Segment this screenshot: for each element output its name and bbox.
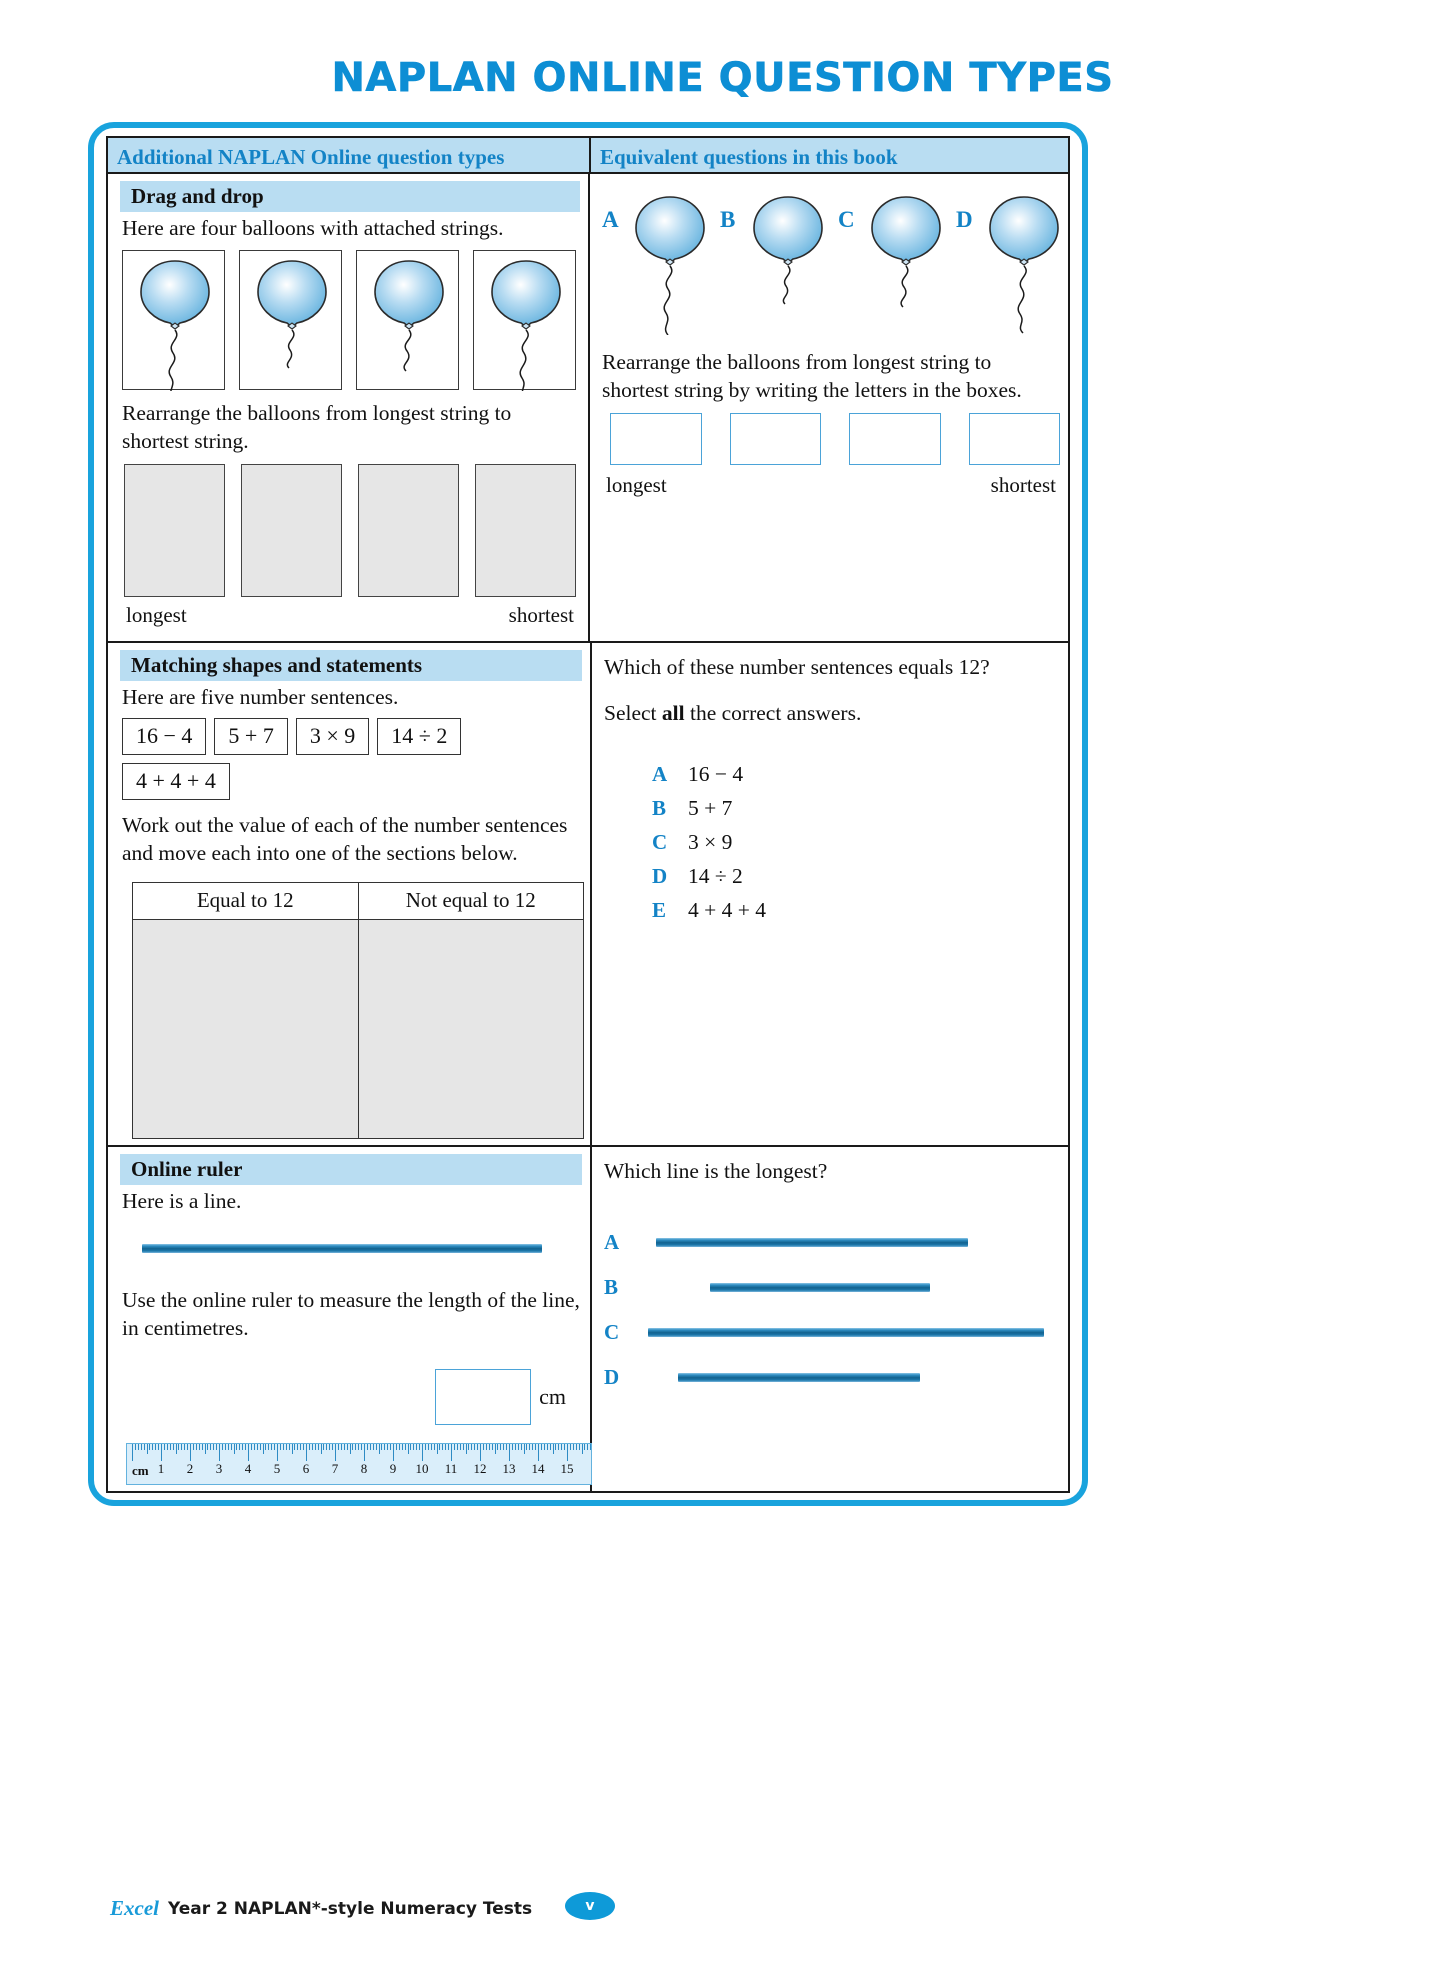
ruler-tick: [454, 1444, 455, 1450]
ruler-tick: [170, 1444, 171, 1450]
ruler-tick: [326, 1444, 327, 1450]
ruler-tick: [231, 1444, 232, 1450]
ruler-left-cell: [108, 1147, 592, 1491]
ruler-tick: [193, 1444, 194, 1450]
ruler-tick: [492, 1444, 493, 1450]
ruler-tick: [358, 1444, 359, 1450]
ruler-tick: [518, 1444, 519, 1450]
answer-line: [648, 1328, 1044, 1337]
table-header-row: [108, 138, 1068, 174]
number-sentence-chip[interactable]: 16 − 4: [122, 718, 206, 755]
option-letter: A: [604, 1230, 620, 1255]
section-title-matching-shapes: Matching shapes and statements: [120, 650, 582, 681]
option-letter: D: [652, 864, 668, 889]
page-number-badge: v: [565, 1892, 615, 1920]
ruler-number: 11: [444, 1461, 458, 1476]
answer-line: [710, 1283, 930, 1292]
balloon-letter-c: C: [838, 207, 855, 232]
longest-line-question: Which line is the longest?: [604, 1159, 828, 1184]
ruler-tick: [393, 1444, 394, 1461]
ruler-tick: [300, 1444, 301, 1450]
line-option-list: [604, 1230, 1060, 1390]
matching-select-instruction: [604, 700, 1060, 728]
ruler-tick: [158, 1444, 159, 1450]
ruler-tick: [384, 1444, 385, 1450]
balloon-icon: [240, 251, 343, 391]
balloon-card[interactable]: [356, 250, 459, 390]
option-a[interactable]: [652, 762, 1060, 787]
ruler-tick: [437, 1444, 438, 1454]
ruler-tick: [280, 1444, 281, 1450]
ruler-tick: [402, 1444, 403, 1450]
ruler-tick: [347, 1444, 348, 1450]
sorting-table: [132, 882, 584, 1139]
number-sentence-chip[interactable]: 4 + 4 + 4: [122, 763, 230, 800]
ruler-tick: [141, 1444, 142, 1450]
ruler-tick: [390, 1444, 391, 1450]
number-sentence-chip[interactable]: 5 + 7: [214, 718, 287, 755]
ruler-tick: [152, 1444, 153, 1450]
ruler-number: 13: [502, 1461, 516, 1476]
option-text: 14 ÷ 2: [688, 864, 743, 889]
ruler-tick: [178, 1444, 179, 1450]
ruler-tick: [187, 1444, 188, 1450]
matching-intro: Here are five number sentences.: [122, 685, 399, 710]
balloon-icon: [123, 251, 226, 391]
balloon-card[interactable]: [473, 250, 576, 390]
ruler-tick: [149, 1444, 150, 1450]
ruler-number: 1: [157, 1461, 165, 1476]
cm-answer-row: [120, 1369, 566, 1425]
ruler-number: 4: [244, 1461, 252, 1476]
ruler-tick: [567, 1444, 568, 1461]
ruler-tick: [329, 1444, 330, 1450]
option-b[interactable]: [652, 796, 1060, 821]
ruler-number: 2: [186, 1461, 194, 1476]
online-ruler[interactable]: [126, 1443, 592, 1485]
ruler-tick: [338, 1444, 339, 1450]
question-types-table: [106, 136, 1070, 1493]
ruler-tick: [352, 1444, 353, 1450]
ruler-tick: [538, 1444, 539, 1461]
ruler-tick: [535, 1444, 536, 1450]
drop-target[interactable]: [475, 464, 576, 597]
option-e[interactable]: [652, 898, 1060, 923]
ruler-tick: [544, 1444, 545, 1450]
section-matching-shapes: [108, 643, 1068, 1147]
line-holder: [648, 1373, 1060, 1383]
section-title-drag-and-drop: Drag and drop: [120, 181, 580, 212]
ruler-tick: [442, 1444, 443, 1450]
number-sentence-chip[interactable]: 3 × 9: [296, 718, 369, 755]
ruler-tick: [315, 1444, 316, 1450]
ruler-tick: [303, 1444, 304, 1450]
ruler-tick: [167, 1444, 168, 1450]
ruler-tick: [529, 1444, 530, 1450]
line-option-d[interactable]: [604, 1365, 1060, 1390]
ruler-tick: [448, 1444, 449, 1450]
ruler-tick: [387, 1444, 388, 1450]
ruler-tick: [265, 1444, 266, 1450]
ruler-tick: [439, 1444, 440, 1450]
ruler-tick: [286, 1444, 287, 1450]
ruler-tick: [283, 1444, 284, 1450]
ruler-tick: [202, 1444, 203, 1450]
ruler-tick: [483, 1444, 484, 1450]
ruler-tick: [495, 1444, 496, 1454]
ruler-tick: [466, 1444, 467, 1454]
footer-title: Year 2 NAPLAN*-style Numeracy Tests: [167, 1898, 533, 1919]
ruler-tick: [335, 1444, 336, 1461]
ruler-tick: [445, 1444, 446, 1450]
ruler-tick: [248, 1444, 249, 1461]
ruler-tick: [213, 1444, 214, 1450]
balloon-icon: [618, 185, 722, 335]
balloon-icon: [854, 185, 958, 335]
label-longest: longest: [606, 472, 667, 497]
ruler-tick: [410, 1444, 411, 1450]
option-text: 4 + 4 + 4: [688, 898, 767, 923]
option-letter: C: [604, 1320, 620, 1345]
label-shortest: shortest: [990, 472, 1056, 497]
ruler-tick: [573, 1444, 574, 1450]
ruler-tick: [268, 1444, 269, 1450]
section-title-online-ruler: Online ruler: [120, 1154, 582, 1185]
drag-drop-right-cell: [590, 174, 1068, 641]
ruler-tick: [526, 1444, 527, 1450]
ruler-tick: [379, 1444, 380, 1454]
ruler-tick: [292, 1444, 293, 1454]
ruler-tick: [457, 1444, 458, 1450]
balloon-letter-a: A: [602, 207, 619, 232]
ruler-tick: [486, 1444, 487, 1450]
ruler-intro: Here is a line.: [122, 1189, 242, 1214]
line-holder: [648, 1283, 1060, 1293]
matching-question: Which of these number sentences equals 12?: [604, 655, 990, 680]
ruler-tick: [138, 1444, 139, 1450]
ruler-tick: [376, 1444, 377, 1450]
ruler-tick: [306, 1444, 307, 1461]
option-d[interactable]: [652, 864, 1060, 889]
option-c[interactable]: [652, 830, 1060, 855]
ruler-tick: [350, 1444, 351, 1454]
ruler-tick: [532, 1444, 533, 1450]
ruler-tick: [480, 1444, 481, 1461]
ruler-tick: [399, 1444, 400, 1450]
ruler-tick: [196, 1444, 197, 1450]
drag-drop-instruction: Rearrange the balloons from longest string to shortest string.: [122, 400, 512, 453]
ruler-tick: [341, 1444, 342, 1450]
ruler-tick: [222, 1444, 223, 1450]
ruler-tick: [228, 1444, 229, 1450]
ruler-tick: [176, 1444, 177, 1454]
ruler-tick: [190, 1444, 191, 1461]
ruler-tick: [144, 1444, 145, 1450]
balloon-card[interactable]: [239, 250, 342, 390]
ruler-tick: [234, 1444, 235, 1454]
line-option-b[interactable]: [604, 1275, 1060, 1300]
ruler-number: 12: [473, 1461, 487, 1476]
ruler-tick: [344, 1444, 345, 1450]
drop-target[interactable]: [124, 464, 225, 597]
letter-answer-box[interactable]: [730, 413, 822, 465]
answer-line: [656, 1238, 968, 1247]
ruler-unit-tag: cm: [132, 1463, 149, 1478]
option-text: 5 + 7: [688, 796, 733, 821]
ruler-right-cell: [592, 1147, 1068, 1491]
ruler-tick: [474, 1444, 475, 1450]
ruler-tick: [207, 1444, 208, 1450]
ruler-tick: [521, 1444, 522, 1450]
ruler-tick: [361, 1444, 362, 1450]
ruler-tick: [364, 1444, 365, 1461]
table-header-right: Equivalent questions in this book: [600, 144, 898, 169]
ruler-tick: [405, 1444, 406, 1450]
cm-answer-box[interactable]: [435, 1369, 531, 1425]
option-text: 16 − 4: [688, 762, 744, 787]
ruler-tick: [561, 1444, 562, 1450]
ruler-tick: [416, 1444, 417, 1450]
measure-target-line: [142, 1244, 542, 1253]
ruler-tick: [558, 1444, 559, 1450]
section-drag-and-drop: [108, 174, 1068, 643]
ruler-tick: [555, 1444, 556, 1450]
ruler-tick: [323, 1444, 324, 1450]
ruler-tick: [541, 1444, 542, 1450]
option-letter: B: [652, 796, 667, 821]
ruler-tick: [216, 1444, 217, 1450]
ruler-tick: [181, 1444, 182, 1450]
ruler-tick: [236, 1444, 237, 1450]
ruler-instruction: Use the online ruler to measure the length of the line, in centimetres.: [122, 1288, 580, 1341]
ruler-tick: [471, 1444, 472, 1450]
measure-target-line-holder: [142, 1244, 582, 1253]
matching-left-cell: [108, 643, 592, 1145]
drop-target[interactable]: [241, 464, 342, 597]
ruler-tick: [251, 1444, 252, 1450]
ruler-tick: [396, 1444, 397, 1450]
labelled-balloon-row: [602, 185, 1060, 345]
ruler-tick: [274, 1444, 275, 1450]
ruler-number: 9: [389, 1461, 397, 1476]
ruler-tick: [242, 1444, 243, 1450]
ruler-tick: [294, 1444, 295, 1450]
ruler-tick: [550, 1444, 551, 1450]
ruler-tick: [584, 1444, 585, 1450]
ruler-tick: [428, 1444, 429, 1450]
balloon-icon: [357, 251, 460, 391]
number-sentence-row-2: [122, 763, 582, 800]
drop-target-row: [124, 464, 580, 597]
section-online-ruler: [108, 1147, 1068, 1491]
ruler-tick: [570, 1444, 571, 1450]
ruler-tick: [277, 1444, 278, 1461]
cm-unit-label: cm: [539, 1384, 566, 1409]
ruler-tick: [408, 1444, 409, 1454]
ruler-tick: [503, 1444, 504, 1450]
ruler-number: 3: [215, 1461, 223, 1476]
ruler-number: 8: [360, 1461, 368, 1476]
ruler-tick: [318, 1444, 319, 1450]
option-text: 3 × 9: [688, 830, 733, 855]
ruler-tick: [489, 1444, 490, 1450]
balloon-icon: [736, 185, 840, 335]
ruler-tick: [219, 1444, 220, 1461]
balloon-card[interactable]: [122, 250, 225, 390]
ruler-tick: [309, 1444, 310, 1450]
sort-dropzone-equal[interactable]: [133, 920, 359, 1138]
multiple-choice-list: [652, 762, 1060, 923]
ruler-tick: [381, 1444, 382, 1450]
ruler-tick: [576, 1444, 577, 1450]
ruler-tick: [373, 1444, 374, 1450]
ruler-tick: [419, 1444, 420, 1450]
line-holder: [648, 1238, 1060, 1248]
ruler-tick: [312, 1444, 313, 1450]
ruler-tick: [582, 1444, 583, 1454]
ruler-tick: [425, 1444, 426, 1450]
option-letter: E: [652, 898, 667, 923]
ruler-number: 10: [415, 1461, 429, 1476]
ruler-tick: [297, 1444, 298, 1450]
ruler-tick: [321, 1444, 322, 1454]
ruler-tick: [184, 1444, 185, 1450]
answer-line: [678, 1373, 920, 1382]
answer-row-labels: [602, 473, 1060, 498]
balloon-letter-b: B: [720, 207, 736, 232]
ruler-tick: [579, 1444, 580, 1450]
ruler-tick: [132, 1444, 133, 1461]
option-letter: B: [604, 1275, 619, 1300]
ruler-tick: [370, 1444, 371, 1450]
ruler-tick: [355, 1444, 356, 1450]
ruler-tick: [547, 1444, 548, 1450]
ruler-tick: [147, 1444, 148, 1454]
ruler-tick: [367, 1444, 368, 1450]
drop-row-labels: [120, 603, 580, 628]
ruler-tick: [512, 1444, 513, 1450]
ruler-tick: [460, 1444, 461, 1450]
ruler-tick: [260, 1444, 261, 1450]
balloon-letter-d: D: [956, 207, 973, 232]
ruler-tick: [225, 1444, 226, 1450]
sort-column-header-equal: Equal to 12: [133, 883, 359, 919]
balloon-icon: [474, 251, 577, 391]
drop-target[interactable]: [358, 464, 459, 597]
drag-drop-right-instruction: Rearrange the balloons from longest string to shortest string by writing the letters in the boxes.: [602, 350, 1022, 402]
select-prefix: Select: [604, 701, 662, 726]
balloon-icon: [972, 185, 1076, 335]
ruler-tick: [431, 1444, 432, 1450]
ruler-tick: [497, 1444, 498, 1450]
select-suffix: the correct answers.: [684, 701, 862, 726]
ruler-tick: [553, 1444, 554, 1454]
ruler-tick: [564, 1444, 565, 1450]
letter-answer-row: [610, 413, 1060, 465]
drag-drop-left-cell: [108, 174, 590, 641]
ruler-tick: [332, 1444, 333, 1450]
line-option-c[interactable]: [604, 1320, 1060, 1345]
sorting-table-header: [133, 883, 583, 920]
ruler-number: 15: [560, 1461, 574, 1476]
ruler-tick: [173, 1444, 174, 1450]
ruler-tick: [239, 1444, 240, 1450]
ruler-tick: [477, 1444, 478, 1450]
letter-answer-box[interactable]: [849, 413, 941, 465]
ruler-tick: [254, 1444, 255, 1450]
select-bold-all: all: [661, 701, 685, 726]
footer-brand: Excel: [110, 1896, 159, 1920]
ruler-tick: [245, 1444, 246, 1450]
ruler-tick: [257, 1444, 258, 1450]
ruler-ticks: [127, 1444, 591, 1462]
matching-instruction: Work out the value of each of the number sentences and move each into one of the sections below.: [122, 813, 568, 866]
ruler-tick: [506, 1444, 507, 1450]
ruler-number: 7: [331, 1461, 339, 1476]
ruler-tick: [468, 1444, 469, 1450]
ruler-tick: [271, 1444, 272, 1450]
footer: [110, 1896, 532, 1921]
ruler-tick: [413, 1444, 414, 1450]
line-holder: [648, 1328, 1060, 1338]
ruler-number: 6: [302, 1461, 310, 1476]
ruler-tick: [500, 1444, 501, 1450]
sort-dropzone-not-equal[interactable]: [359, 920, 584, 1138]
line-option-a[interactable]: [604, 1230, 1060, 1255]
ruler-number: 5: [273, 1461, 281, 1476]
drag-drop-intro: Here are four balloons with attached strings.: [122, 216, 504, 240]
page-title: NAPLAN ONLINE QUESTION TYPES: [331, 55, 1114, 101]
ruler-tick: [587, 1444, 588, 1450]
ruler-tick: [155, 1444, 156, 1450]
sort-column-header-not-equal: Not equal to 12: [405, 888, 536, 913]
ruler-tick: [451, 1444, 452, 1461]
label-longest: longest: [126, 602, 187, 627]
ruler-tick: [524, 1444, 525, 1454]
option-letter: A: [652, 762, 668, 787]
table-header-left: Additional NAPLAN Online question types: [108, 138, 591, 172]
ruler-tick: [434, 1444, 435, 1450]
number-sentence-chip[interactable]: 14 ÷ 2: [377, 718, 461, 755]
ruler-tick: [210, 1444, 211, 1450]
letter-answer-box[interactable]: [969, 413, 1061, 465]
ruler-tick: [463, 1444, 464, 1450]
balloon-box-row: [122, 250, 580, 390]
ruler-tick: [422, 1444, 423, 1461]
letter-answer-box[interactable]: [610, 413, 702, 465]
ruler-tick: [515, 1444, 516, 1450]
ruler-tick: [263, 1444, 264, 1454]
ruler-tick: [205, 1444, 206, 1454]
ruler-tick: [289, 1444, 290, 1450]
ruler-tick: [199, 1444, 200, 1450]
ruler-tick: [509, 1444, 510, 1461]
sorting-table-body: [133, 920, 583, 1138]
option-letter: C: [652, 830, 668, 855]
number-sentence-row-1: [122, 718, 582, 755]
label-shortest: shortest: [508, 602, 574, 627]
option-letter: D: [604, 1365, 620, 1390]
ruler-number: 14: [531, 1461, 545, 1476]
ruler-tick: [161, 1444, 162, 1461]
matching-right-cell: [592, 643, 1068, 1145]
ruler-tick: [135, 1444, 136, 1450]
ruler-tick: [164, 1444, 165, 1450]
